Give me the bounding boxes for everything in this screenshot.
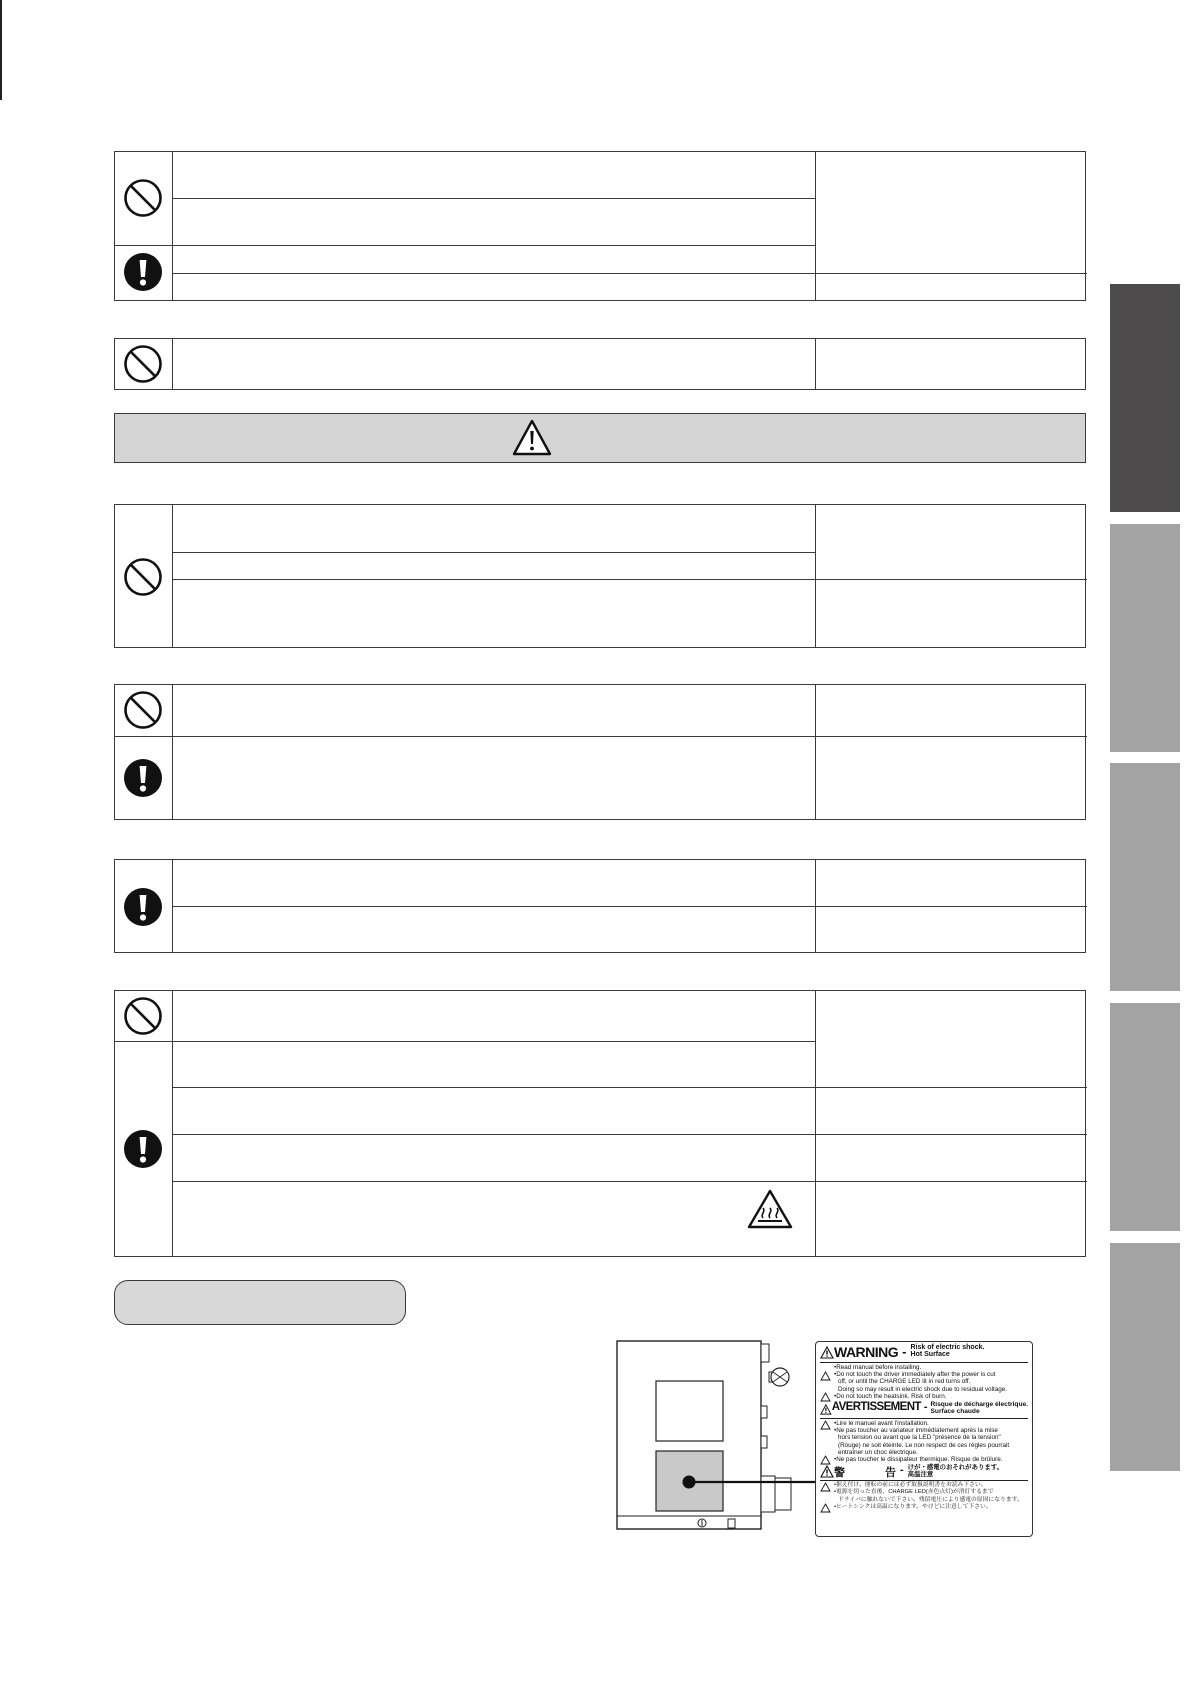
- prohibition-icon: [123, 690, 163, 730]
- warning-label: [815, 1341, 1033, 1537]
- label-en-line: •Read manual before installing.: [834, 1364, 922, 1371]
- label-en-line: off, or until the CHARGE LED lit in red turns off.: [838, 1378, 971, 1386]
- label-jp-line: ドライバに触れないで下さい。残留電圧により感電の原因になります。: [838, 1496, 1023, 1503]
- section-tab-4[interactable]: [1110, 1003, 1180, 1231]
- mandatory-action-icon: [123, 758, 163, 798]
- prohibition-icon: [123, 178, 163, 218]
- mandatory-action-icon: [123, 887, 163, 927]
- section-header-pill: [114, 1280, 406, 1325]
- warning-triangle-icon: [820, 1420, 831, 1430]
- precaution-table-6: [114, 990, 1086, 1257]
- label-fr-sub1: Risque de décharge électrique.: [930, 1401, 1028, 1409]
- label-jp-title-b: 告: [885, 1467, 896, 1480]
- section-tab-1-active[interactable]: [1110, 284, 1180, 512]
- label-en-line: Doing so may result in electric shock due to residual voltage.: [838, 1385, 1008, 1393]
- label-fr-line: (Rouge) ne soit éteinte. Le non respect de ces règles pourrait: [838, 1441, 1010, 1449]
- label-fr-line: •Ne pas toucher le dissipateur thermique. Risque de brûlure.: [834, 1456, 1003, 1464]
- label-warning-title: WARNING: [834, 1344, 899, 1360]
- precaution-table-4: [114, 684, 1086, 820]
- warning-triangle-icon: [820, 1403, 832, 1416]
- label-en-line: •Do not touch the heatsink. Risk of burn.: [834, 1392, 947, 1400]
- warning-triangle-icon: [820, 1392, 831, 1402]
- label-fr-dash: -: [923, 1401, 928, 1414]
- label-en-line: •Do not touch the driver immediately after the power is cut: [834, 1371, 996, 1379]
- caution-header-band: [114, 413, 1086, 463]
- warning-triangle-icon: [820, 1503, 831, 1513]
- label-warning-sub2: Hot Surface: [910, 1351, 950, 1358]
- label-jp-line: •電源を切った直後、CHARGE LED(赤色点灯)が消灯するまで: [834, 1489, 994, 1496]
- precaution-table-5: [114, 859, 1086, 953]
- label-fr-line: •Ne pas toucher au variateur immédiatement après la mise: [834, 1427, 998, 1435]
- section-tab-2[interactable]: [1110, 524, 1180, 752]
- section-tab-3[interactable]: [1110, 763, 1180, 991]
- mandatory-action-icon: [123, 252, 163, 292]
- page-edge-mark: [0, 0, 2, 100]
- label-jp-line: •ヒートシンクは高温になります。やけどに注意して下さい。: [834, 1503, 992, 1510]
- precaution-table-2: [114, 338, 1086, 390]
- label-jp-title-a: 警: [834, 1467, 845, 1480]
- label-jp-sub1: けが・感電のおそれがあります。: [907, 1464, 1004, 1472]
- label-fr-line: •Lire le manuel avant l'installation.: [834, 1420, 929, 1428]
- prohibition-icon: [123, 344, 163, 384]
- label-fr-line: hors tension ou avant que la LED "présence de la tension": [838, 1434, 1001, 1442]
- prohibition-icon: [123, 996, 163, 1036]
- label-fr-line: entraîner un choc électrique.: [838, 1448, 918, 1456]
- label-warning-dash: -: [902, 1344, 907, 1359]
- label-jp-dash: -: [900, 1464, 904, 1477]
- label-fr-title: AVERTISSEMENT: [831, 1401, 921, 1414]
- hot-surface-icon: [746, 1188, 794, 1230]
- section-tab-5[interactable]: [1110, 1243, 1180, 1471]
- warning-triangle-icon: [511, 418, 553, 458]
- label-warning-sub1: Risk of electric shock.: [910, 1344, 985, 1351]
- driver-unit-drawing: [612, 1336, 822, 1536]
- warning-triangle-icon: [820, 1455, 831, 1465]
- prohibition-icon: [123, 557, 163, 597]
- precaution-table-1: [114, 151, 1086, 301]
- label-jp-sub2: 高温注意: [907, 1471, 934, 1479]
- warning-triangle-icon: [820, 1465, 834, 1478]
- reference-column: [815, 152, 816, 300]
- warning-triangle-icon: [820, 1371, 831, 1381]
- mandatory-action-icon: [123, 1129, 163, 1169]
- warning-triangle-icon: [820, 1482, 831, 1492]
- label-jp-line: •据え付け、運転の前には必ず取扱説明書をお読み下さい。: [834, 1482, 987, 1489]
- label-fr-sub2: Surface chaude: [930, 1408, 980, 1416]
- precaution-table-3: [114, 504, 1086, 648]
- warning-triangle-icon: [820, 1346, 834, 1359]
